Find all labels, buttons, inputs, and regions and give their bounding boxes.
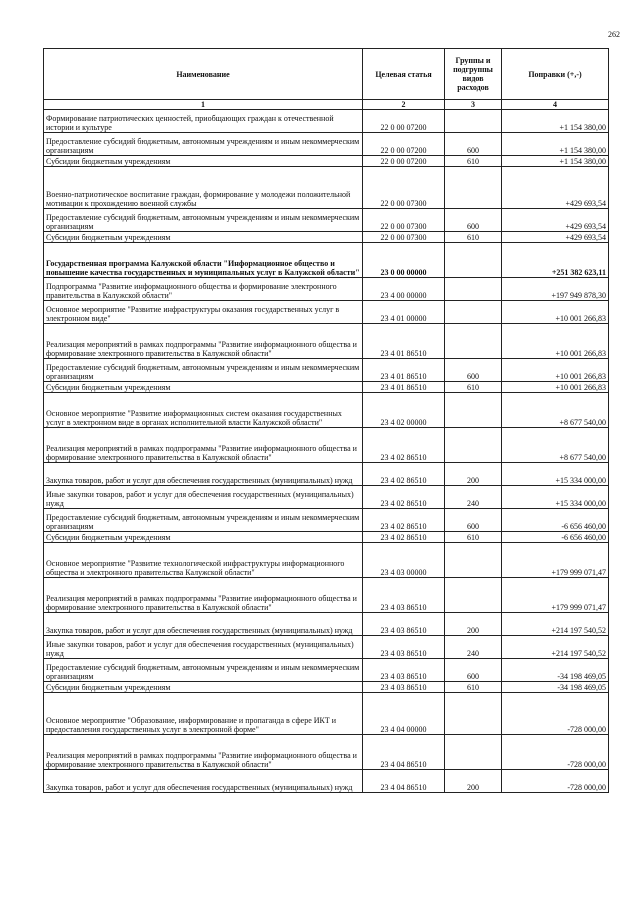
- row-name: Формирование патриотических ценностей, приобщающих граждан к отечественной истории и культуре: [44, 110, 363, 133]
- row-expense-group: 600: [445, 509, 502, 532]
- row-amount: +179 999 071,47: [502, 578, 609, 613]
- table-row: [44, 359, 609, 382]
- row-name: Закупка товаров, работ и услуг для обеспечения государственных (муниципальных) нужд: [44, 613, 363, 636]
- table-row: [44, 543, 609, 578]
- row-expense-group: [445, 243, 502, 278]
- row-amount: +10 001 266,83: [502, 382, 609, 393]
- row-target-code: 22 0 00 07300: [363, 167, 445, 209]
- table-row: [44, 636, 609, 659]
- column-index: 4: [502, 100, 609, 110]
- row-amount: +1 154 380,00: [502, 110, 609, 133]
- row-name: Иные закупки товаров, работ и услуг для обеспечения государственных (муниципальных) нужд: [44, 486, 363, 509]
- row-name: Субсидии бюджетным учреждениям: [44, 382, 363, 393]
- row-name: Реализация мероприятий в рамках подпрограммы "Развитие информационного общества и формирование электронного правительства в Калужской области": [44, 428, 363, 463]
- table-row: [44, 463, 609, 486]
- table-row: [44, 532, 609, 543]
- row-amount: -6 656 460,00: [502, 532, 609, 543]
- row-expense-group: 240: [445, 486, 502, 509]
- table-row: [44, 156, 609, 167]
- table-row: [44, 735, 609, 770]
- row-name: Предоставление субсидий бюджетным, автономным учреждениям и иным некоммерческим организациям: [44, 359, 363, 382]
- table-body: [44, 110, 609, 793]
- table-row: [44, 682, 609, 693]
- column-header-code: Целевая статья: [363, 49, 445, 100]
- row-target-code: 23 4 02 86510: [363, 532, 445, 543]
- table-row: [44, 301, 609, 324]
- row-name: Закупка товаров, работ и услуг для обеспечения государственных (муниципальных) нужд: [44, 463, 363, 486]
- row-expense-group: 600: [445, 133, 502, 156]
- table-row: [44, 110, 609, 133]
- column-index-row: [44, 100, 609, 110]
- row-target-code: 23 4 03 86510: [363, 613, 445, 636]
- row-name: Реализация мероприятий в рамках подпрограммы "Развитие информационного общества и формирование электронного правительства в Калужской области": [44, 324, 363, 359]
- column-header-name: Наименование: [44, 49, 363, 100]
- table-row: [44, 509, 609, 532]
- row-target-code: 23 4 04 86510: [363, 735, 445, 770]
- row-target-code: 22 0 00 07300: [363, 209, 445, 232]
- table-row: [44, 486, 609, 509]
- row-expense-group: [445, 110, 502, 133]
- row-amount: +10 001 266,83: [502, 301, 609, 324]
- row-amount: +10 001 266,83: [502, 359, 609, 382]
- table-row: [44, 382, 609, 393]
- row-target-code: 22 0 00 07200: [363, 110, 445, 133]
- row-amount: +15 334 000,00: [502, 463, 609, 486]
- row-target-code: 22 0 00 07200: [363, 156, 445, 167]
- table-header-row: [44, 49, 609, 100]
- row-target-code: 23 4 03 00000: [363, 543, 445, 578]
- row-amount: +179 999 071,47: [502, 543, 609, 578]
- table-row: [44, 613, 609, 636]
- row-name: Основное мероприятие "Развитие инфраструктуры оказания государственных услуг в электронном виде": [44, 301, 363, 324]
- column-header-group: Группы и подгруппы видов расходов: [445, 49, 502, 100]
- row-expense-group: 200: [445, 613, 502, 636]
- row-amount: +10 001 266,83: [502, 324, 609, 359]
- row-expense-group: 610: [445, 156, 502, 167]
- row-target-code: 23 4 03 86510: [363, 636, 445, 659]
- row-name: Предоставление субсидий бюджетным, автономным учреждениям и иным некоммерческим организациям: [44, 133, 363, 156]
- row-expense-group: [445, 167, 502, 209]
- row-target-code: 23 4 02 86510: [363, 509, 445, 532]
- budget-amendments-table: [43, 48, 609, 793]
- row-name: Субсидии бюджетным учреждениям: [44, 156, 363, 167]
- page-number: 262: [608, 30, 620, 39]
- row-amount: -34 198 469,05: [502, 682, 609, 693]
- row-target-code: 23 4 01 86510: [363, 382, 445, 393]
- row-amount: +429 693,54: [502, 167, 609, 209]
- row-expense-group: 610: [445, 382, 502, 393]
- row-expense-group: [445, 578, 502, 613]
- row-target-code: 23 0 00 00000: [363, 243, 445, 278]
- column-header-amount: Поправки (+,-): [502, 49, 609, 100]
- row-amount: +214 197 540,52: [502, 636, 609, 659]
- row-amount: +1 154 380,00: [502, 133, 609, 156]
- row-amount: +214 197 540,52: [502, 613, 609, 636]
- row-target-code: 23 4 03 86510: [363, 682, 445, 693]
- row-amount: +429 693,54: [502, 232, 609, 243]
- row-name: Основное мероприятие "Развитие технологической инфраструктуры информационного общества и электронного правительства Калужской области": [44, 543, 363, 578]
- row-name: Военно-патриотическое воспитание граждан, формирование у молодежи положительной мотивации к прохождению военной службы: [44, 167, 363, 209]
- column-index: 1: [44, 100, 363, 110]
- row-target-code: 23 4 02 86510: [363, 463, 445, 486]
- row-amount: -728 000,00: [502, 693, 609, 735]
- row-expense-group: 240: [445, 636, 502, 659]
- row-name: Подпрограмма "Развитие информационного общества и формирование электронного правительства в Калужской области": [44, 278, 363, 301]
- row-name: Государственная программа Калужской области "Информационное общество и повышение качества государственных и муниципальных услуг в Калужской области": [44, 243, 363, 278]
- row-expense-group: 600: [445, 359, 502, 382]
- row-amount: -728 000,00: [502, 735, 609, 770]
- row-amount: +429 693,54: [502, 209, 609, 232]
- row-name: Закупка товаров, работ и услуг для обеспечения государственных (муниципальных) нужд: [44, 770, 363, 793]
- row-name: Реализация мероприятий в рамках подпрограммы "Развитие информационного общества и формирование электронного правительства в Калужской области": [44, 578, 363, 613]
- row-target-code: 23 4 03 86510: [363, 659, 445, 682]
- row-target-code: 22 0 00 07200: [363, 133, 445, 156]
- row-expense-group: [445, 278, 502, 301]
- row-expense-group: [445, 393, 502, 428]
- row-amount: -6 656 460,00: [502, 509, 609, 532]
- row-target-code: 22 0 00 07300: [363, 232, 445, 243]
- row-target-code: 23 4 01 00000: [363, 301, 445, 324]
- row-target-code: 23 4 04 00000: [363, 693, 445, 735]
- row-expense-group: 600: [445, 659, 502, 682]
- table-row: [44, 770, 609, 793]
- row-name: Субсидии бюджетным учреждениям: [44, 532, 363, 543]
- row-expense-group: [445, 543, 502, 578]
- row-amount: +1 154 380,00: [502, 156, 609, 167]
- table-row: [44, 428, 609, 463]
- row-name: Основное мероприятие "Образование, информирование и пропаганда в сфере ИКТ и предоставления государственных услуг в электронной форме": [44, 693, 363, 735]
- row-expense-group: [445, 428, 502, 463]
- table-row: [44, 659, 609, 682]
- table-row: [44, 693, 609, 735]
- row-target-code: 23 4 03 86510: [363, 578, 445, 613]
- table-row: [44, 133, 609, 156]
- column-index: 2: [363, 100, 445, 110]
- row-target-code: 23 4 00 00000: [363, 278, 445, 301]
- row-target-code: 23 4 01 86510: [363, 359, 445, 382]
- table-row: [44, 393, 609, 428]
- table-row: [44, 278, 609, 301]
- table-row: [44, 167, 609, 209]
- row-expense-group: 600: [445, 209, 502, 232]
- table-row: [44, 232, 609, 243]
- row-name: Иные закупки товаров, работ и услуг для обеспечения государственных (муниципальных) нужд: [44, 636, 363, 659]
- row-amount: -728 000,00: [502, 770, 609, 793]
- row-amount: -34 198 469,05: [502, 659, 609, 682]
- row-expense-group: [445, 301, 502, 324]
- row-expense-group: [445, 693, 502, 735]
- row-name: Предоставление субсидий бюджетным, автономным учреждениям и иным некоммерческим организациям: [44, 509, 363, 532]
- row-expense-group: 610: [445, 232, 502, 243]
- row-amount: +197 949 878,30: [502, 278, 609, 301]
- row-name: Реализация мероприятий в рамках подпрограммы "Развитие информационного общества и формирование электронного правительства в Калужской области": [44, 735, 363, 770]
- row-target-code: 23 4 02 00000: [363, 393, 445, 428]
- row-name: Основное мероприятие "Развитие информационных систем оказания государственных услуг в электронном виде в органах исполнительной власти Калужской области": [44, 393, 363, 428]
- table-row: [44, 578, 609, 613]
- row-name: Предоставление субсидий бюджетным, автономным учреждениям и иным некоммерческим организациям: [44, 659, 363, 682]
- row-expense-group: [445, 735, 502, 770]
- row-target-code: 23 4 04 86510: [363, 770, 445, 793]
- row-expense-group: 610: [445, 532, 502, 543]
- table-row: [44, 209, 609, 232]
- row-amount: +15 334 000,00: [502, 486, 609, 509]
- row-amount: +8 677 540,00: [502, 393, 609, 428]
- row-amount: +8 677 540,00: [502, 428, 609, 463]
- row-expense-group: 610: [445, 682, 502, 693]
- row-expense-group: [445, 324, 502, 359]
- row-name: Предоставление субсидий бюджетным, автономным учреждениям и иным некоммерческим организациям: [44, 209, 363, 232]
- row-target-code: 23 4 02 86510: [363, 428, 445, 463]
- table-row: [44, 243, 609, 278]
- table-row: [44, 324, 609, 359]
- row-name: Субсидии бюджетным учреждениям: [44, 232, 363, 243]
- row-expense-group: 200: [445, 463, 502, 486]
- column-index: 3: [445, 100, 502, 110]
- row-target-code: 23 4 01 86510: [363, 324, 445, 359]
- row-name: Субсидии бюджетным учреждениям: [44, 682, 363, 693]
- row-target-code: 23 4 02 86510: [363, 486, 445, 509]
- row-expense-group: 200: [445, 770, 502, 793]
- row-amount: +251 382 623,11: [502, 243, 609, 278]
